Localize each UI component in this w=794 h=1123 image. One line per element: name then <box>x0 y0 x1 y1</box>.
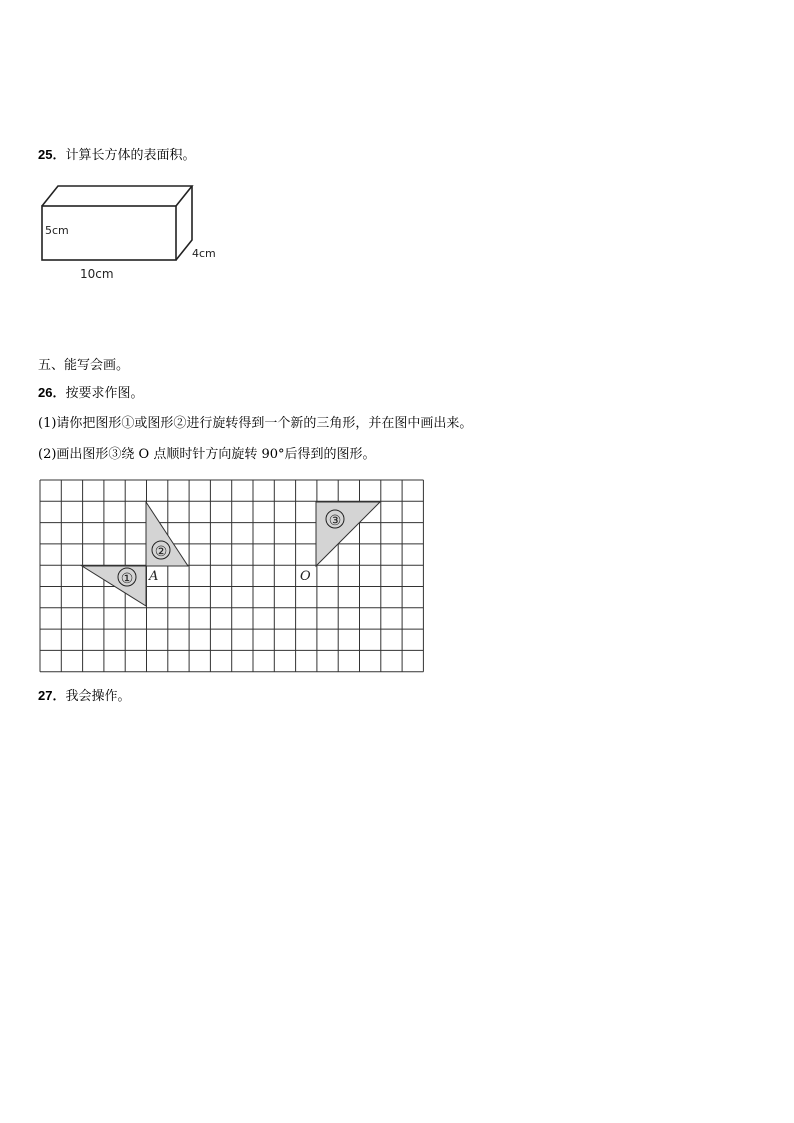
cuboid-length-label: 10cm <box>80 267 114 281</box>
point-o-label: O <box>300 569 311 584</box>
question-25 <box>38 147 195 164</box>
question-27-text: 我会操作。 <box>65 689 131 704</box>
question-26-part-1: (1)请你把图形①或图形②进行旋转得到一个新的三角形，并在图中画出来。 <box>38 416 473 431</box>
point-a-label: A <box>149 569 159 584</box>
question-26-number: 26． <box>38 385 66 400</box>
rotation-grid-figure <box>36 476 428 676</box>
triangle-3 <box>316 502 380 566</box>
question-26-text: 按要求作图。 <box>65 386 144 401</box>
question-25-number: 25． <box>38 147 66 162</box>
question-26 <box>38 385 143 402</box>
section-5-heading: 五、能写会画。 <box>38 358 130 373</box>
question-27 <box>38 688 130 705</box>
cuboid-height-label: 5cm <box>45 224 69 237</box>
question-27-number: 27． <box>38 688 66 703</box>
cuboid-top-face <box>42 186 192 206</box>
triangle-3-label: ③ <box>328 513 342 529</box>
question-25-text: 计算长方体的表面积。 <box>65 148 196 163</box>
triangle-2-label: ② <box>154 544 168 560</box>
question-26-part-2: (2)画出图形③绕 O 点顺时针方向旋转 90°后得到的图形。 <box>38 447 376 462</box>
cuboid-figure <box>36 182 236 288</box>
cuboid-depth-label: 4cm <box>192 247 216 260</box>
triangle-1-label: ① <box>120 571 134 587</box>
